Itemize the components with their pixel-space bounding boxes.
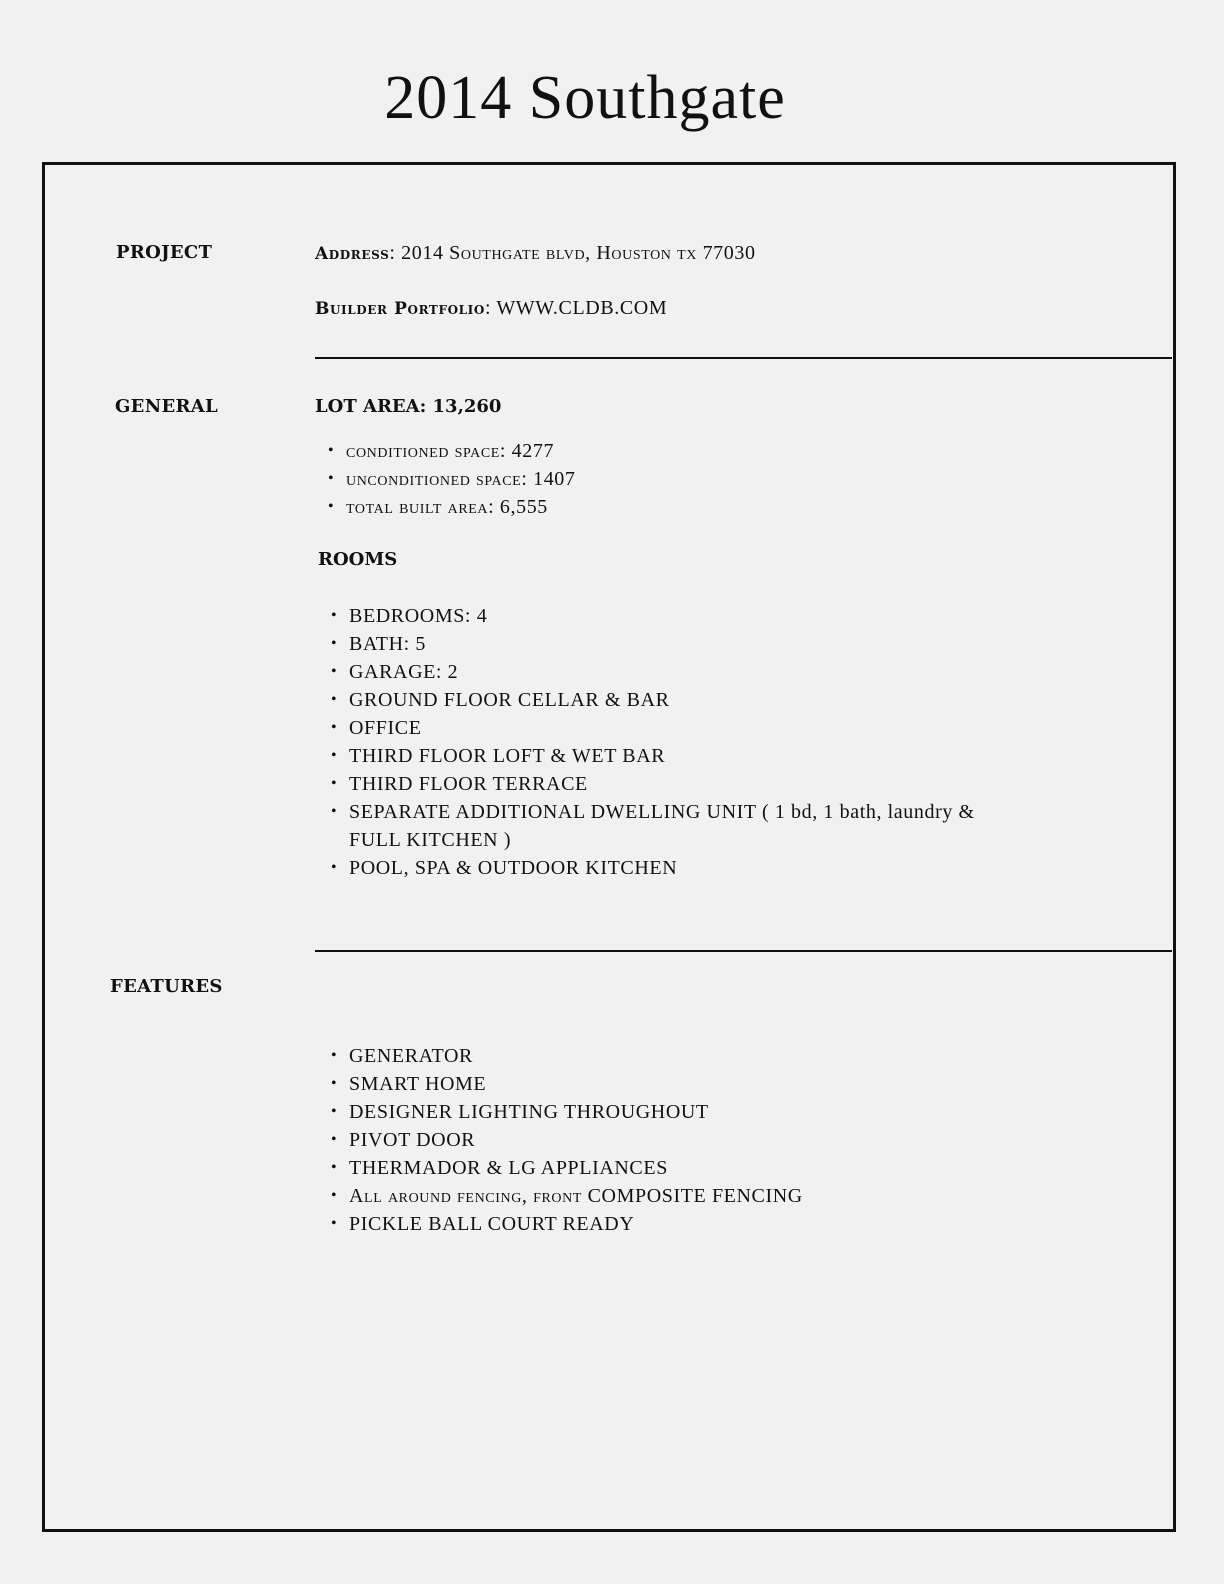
- list-item: • GARAGE: 2: [331, 658, 1021, 686]
- list-item: • GROUND FLOOR CELLAR & BAR: [331, 686, 1021, 714]
- list-item: • PICKLE BALL COURT READY: [331, 1210, 1031, 1238]
- list-item: • THIRD FLOOR TERRACE: [331, 770, 1021, 798]
- divider: [315, 357, 1172, 359]
- project-label: PROJECT: [116, 242, 213, 263]
- list-item: • SMART HOME: [331, 1070, 1031, 1098]
- list-item: • All around fencing, front COMPOSITE FENCING: [331, 1182, 1031, 1210]
- divider: [315, 950, 1172, 952]
- page-title: 2014 Southgate: [384, 64, 786, 132]
- area-list: [328, 437, 576, 521]
- portfolio-value: : WWW.CLDB.COM: [484, 297, 668, 319]
- list-item: • total built area: 6,555: [328, 493, 576, 521]
- list-item: • unconditioned space: 1407: [328, 465, 576, 493]
- list-item: • conditioned space: 4277: [328, 437, 576, 465]
- list-item: • THERMADOR & LG APPLIANCES: [331, 1154, 1031, 1182]
- features-list: [331, 1042, 1031, 1238]
- rooms-heading: ROOMS: [318, 549, 398, 570]
- list-item: • OFFICE: [331, 714, 1021, 742]
- lot-area: LOT AREA: 13,260: [315, 396, 502, 417]
- rooms-list: [331, 602, 1021, 882]
- features-label: FEATURES: [110, 976, 223, 997]
- address-value: : 2014 Southgate blvd, Houston tx 77030: [389, 242, 756, 264]
- address-key: Address: [315, 244, 390, 264]
- list-item: • PIVOT DOOR: [331, 1126, 1031, 1154]
- portfolio-key: Builder Portfolio: [315, 299, 485, 319]
- list-item: • SEPARATE ADDITIONAL DWELLING UNIT ( 1 bd, 1 bath, laundry & FULL KITCHEN ): [331, 798, 1021, 854]
- list-item: • POOL, SPA & OUTDOOR KITCHEN: [331, 854, 1021, 882]
- list-item: • BEDROOMS: 4: [331, 602, 1021, 630]
- list-item: • BATH: 5: [331, 630, 1021, 658]
- list-item: • THIRD FLOOR LOFT & WET BAR: [331, 742, 1021, 770]
- general-label: GENERAL: [115, 396, 218, 417]
- address-line: [315, 242, 756, 265]
- list-item: • DESIGNER LIGHTING THROUGHOUT: [331, 1098, 1031, 1126]
- portfolio-line: [315, 297, 667, 320]
- list-item: • GENERATOR: [331, 1042, 1031, 1070]
